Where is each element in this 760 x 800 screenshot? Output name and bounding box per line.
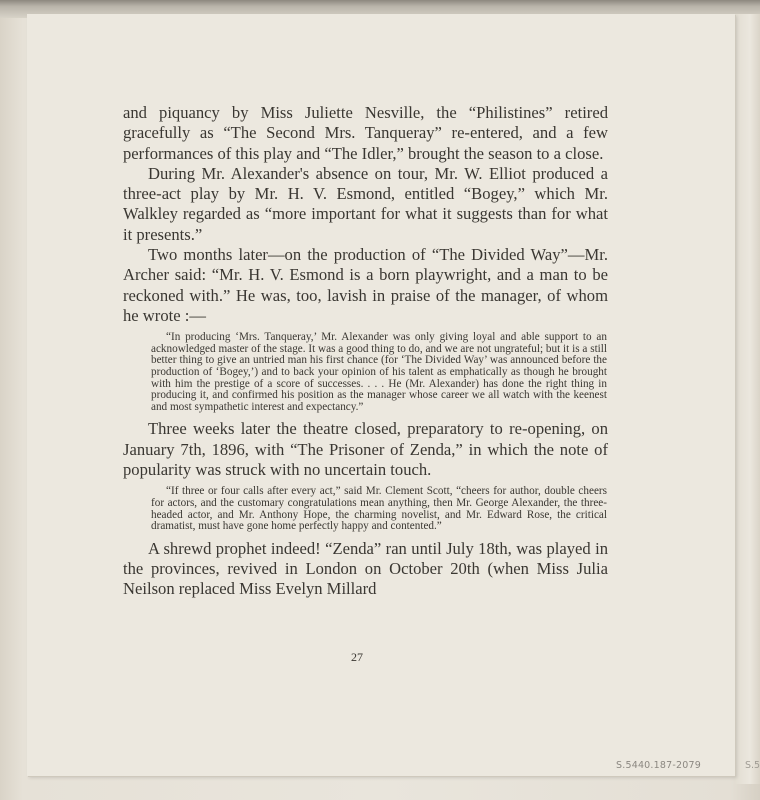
block-quote-archer: “In producing ‘Mrs. Tanqueray,’ Mr. Alexander was only giving loyal and able support to an acknowledged master of the stage. It was a good thing to do, and we are not ungrateful; but it is a still better thing to give an untried man his first chance (for ‘The Divided Way’ was announced before the production of ‘Bogey,’) and to back your opinion of his talent as emphatically as though he brought with him the prestige of a score of successes. . . . He (Mr. Alexander) has done the right thing in producing it, and confirmed his position as the manager whose career we all watch with the keenest and most sympathetic interest and expectancy.”: [151, 331, 607, 413]
library-shelfmark-edge: S.5: [745, 760, 760, 771]
library-shelfmark: S.5440.187-2079: [616, 760, 701, 771]
page-text: [123, 103, 608, 600]
paragraph-4: Three weeks later the theatre closed, preparatory to re-opening, on January 7th, 1896, with “The Prisoner of Zenda,” in which the note of popularity was struck with no uncertain touch.: [123, 419, 608, 480]
block-quote-scott: “If three or four calls after every act,” said Mr. Clement Scott, “cheers for author, double cheers for actors, and the customary congratulations mean anything, then Mr. George Alexander, the three-headed actor, and Mr. Anthony Hope, the charming novelist, and Mr. Edward Rose, the critical dramatist, must have gone home perfectly happy and contented.”: [151, 485, 607, 533]
paragraph-1: and piquancy by Miss Juliette Nesville, the “Philistines” retired gracefully as “The Second Mrs. Tanqueray” re-entered, and a few performances of this play and “The Idler,” brought the season to a close.: [123, 103, 608, 163]
paragraph-5: A shrewd prophet indeed! “Zenda” ran until July 18th, was played in the provinces, revived in London on October 20th (when Miss Julia Neilson replaced Miss Evelyn Millard: [123, 538, 608, 599]
page-number: 27: [351, 650, 363, 664]
paragraph-3: Two months later—on the production of “The Divided Way”—Mr. Archer said: “Mr. H. V. Esmond is a born playwright, and a man to be reckoned with.” He was, too, lavish in praise of the manager, of whom he wrote :—: [123, 245, 608, 325]
adjacent-page-edge: [735, 14, 760, 784]
paragraph-2: During Mr. Alexander's absence on tour, Mr. W. Elliot produced a three-act play by Mr. H. V. Esmond, entitled “Bogey,” which Mr. Walkley regarded as “more important for what it suggests than for what it presents.”: [123, 163, 608, 244]
